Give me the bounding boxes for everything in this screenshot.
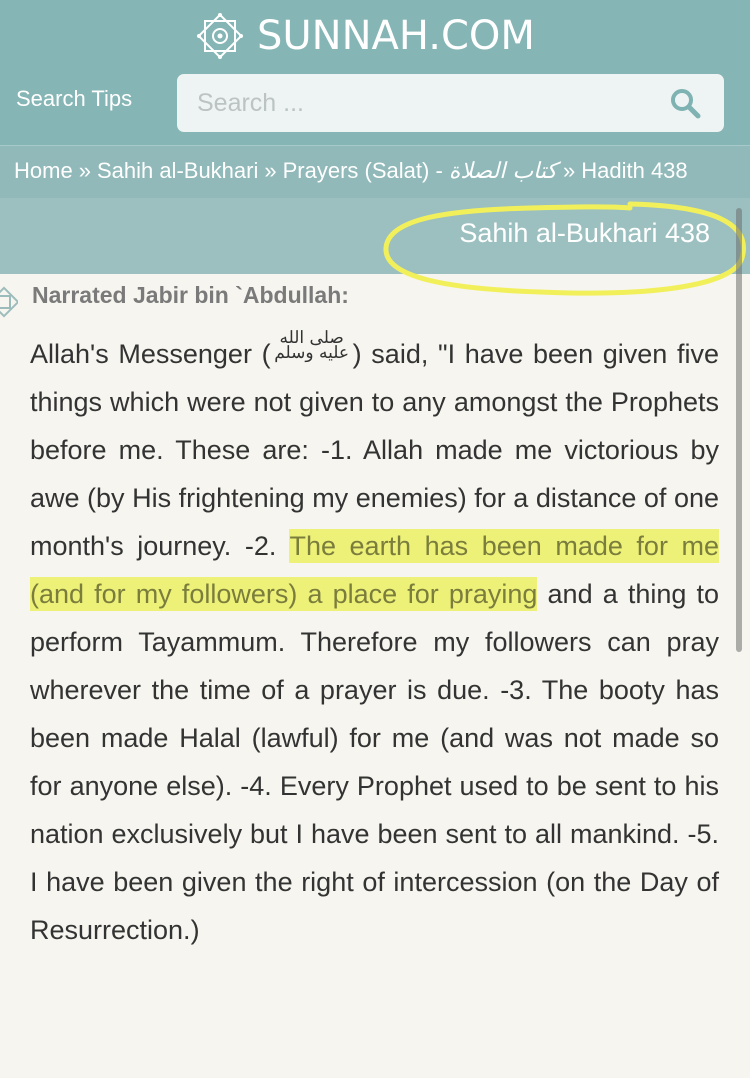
breadcrumb-book[interactable] (283, 158, 557, 183)
ornament-icon (0, 286, 18, 325)
breadcrumb-separator: » (264, 158, 277, 183)
hadith-text (30, 327, 720, 954)
breadcrumb-separator: » (78, 158, 91, 183)
hadith-text-part: ) said, "I have been given five things which were not given to any amongst the Prophets before me. These are: -1. Allah made me victorious by awe (by His frightening my enemies) for a distance of one month's journey. -2. (30, 339, 720, 561)
breadcrumb-home[interactable]: Home (14, 158, 73, 183)
search-input[interactable] (197, 86, 637, 120)
search-icon (668, 108, 702, 123)
search-tips-link[interactable]: Search Tips (16, 86, 133, 111)
site-logo[interactable] (195, 10, 535, 62)
search-box (177, 74, 724, 132)
highlighted-passage: The earth has been made for me (and for my followers) a place for praying (30, 531, 720, 609)
breadcrumb-book-arabic: كتاب الصلاة (448, 159, 557, 184)
breadcrumb-bar (0, 145, 750, 198)
site-header (0, 0, 750, 145)
hadith-content (0, 274, 750, 1078)
breadcrumb-hadith: Hadith 438 (581, 158, 688, 183)
honorific-calligraphy: صلى الله عليه وسلم (274, 327, 350, 363)
hadith-title-bar (0, 198, 750, 274)
hadith-text-part: and a thing to perform Tayammum. Therefore my followers can pray wherever the time of a prayer is due. -3. The booty has been made Halal (lawful) for me (and was not made so for anyone else). -4. Every Prophet used to be sent to his nation exclusively but I have been sent to all mankind. -5. I have been given the right of intercession (on the Day of Resurrection.) (30, 579, 719, 945)
logo-text: SUNNAH.COM (257, 13, 535, 59)
narrator-line: Narrated Jabir bin `Abdullah: (32, 282, 349, 308)
search-button[interactable] (668, 86, 702, 120)
breadcrumb-separator: » (562, 158, 576, 183)
breadcrumb (14, 158, 688, 184)
hadith-reference: Sahih al-Bukhari 438 (459, 218, 710, 248)
ornament-logo-icon (195, 11, 245, 61)
breadcrumb-collection[interactable]: Sahih al-Bukhari (96, 158, 259, 183)
hadith-text-part: Allah's Messenger ( (30, 339, 271, 369)
breadcrumb-book-label: Prayers (Salat) - (282, 158, 443, 183)
